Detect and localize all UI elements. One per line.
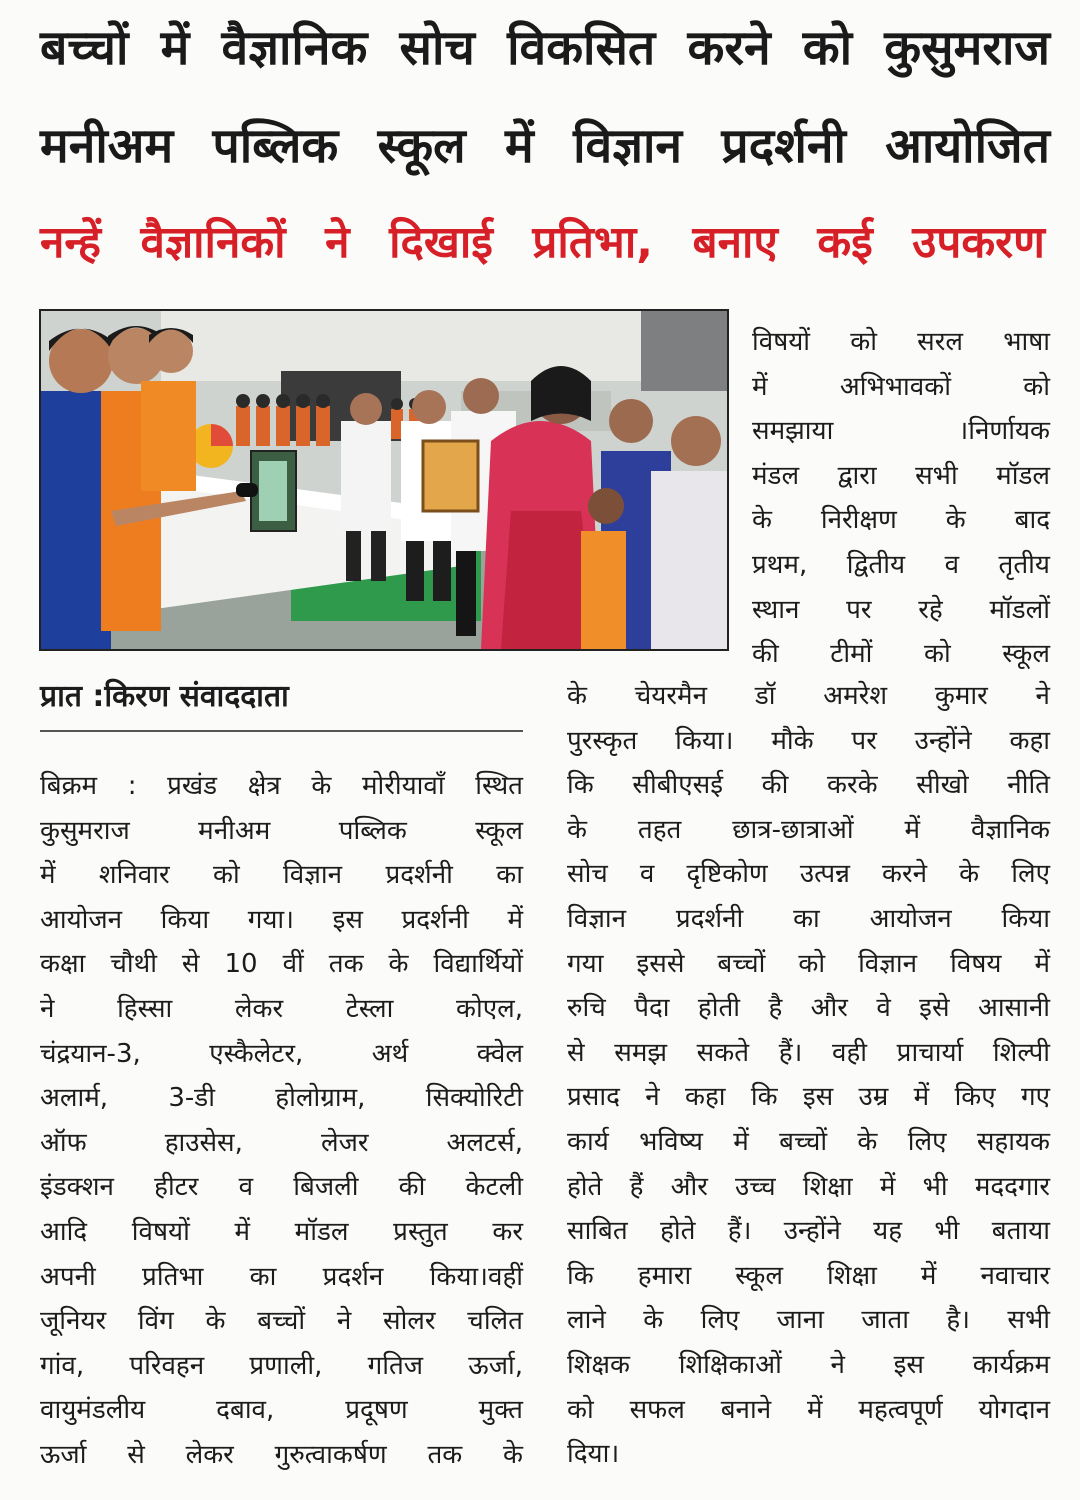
- text-line: मंडल द्वारा सभी मॉडल: [752, 460, 1050, 491]
- text-line: से समझ सकते हैं। वही प्राचार्या शिल्पी: [567, 1037, 1050, 1068]
- text-line: आदि विषयों में मॉडल प्रस्तुत कर: [40, 1216, 523, 1247]
- text-line: की टीमों को स्कूल: [752, 639, 1050, 670]
- text-line: इंडक्शन हीटर व बिजली की केटली: [40, 1172, 523, 1203]
- text-line: रुचि पैदा होती है और वे इसे आसानी: [567, 993, 1050, 1024]
- text-line: गया इससे बच्चों को विज्ञान विषय में: [567, 948, 1050, 979]
- text-line: कुसुमराज मनीअम पब्लिक स्कूल: [40, 815, 523, 846]
- byline-divider: [40, 730, 523, 732]
- text-line: विज्ञान प्रदर्शनी का आयोजन किया: [567, 903, 1050, 934]
- headline-line-1: बच्चों में वैज्ञानिक सोच विकसित करने को कुसुमराज: [40, 20, 1050, 76]
- text-line: के तहत छात्र-छात्राओं में वैज्ञानिक: [567, 814, 1050, 845]
- text-line: प्रसाद ने कहा कि इस उम्र में किए गए: [567, 1082, 1050, 1113]
- headline-line-2: मनीअम पब्लिक स्कूल में विज्ञान प्रदर्शनी आयोजित: [40, 118, 1050, 174]
- article-column-right-bottom: [567, 674, 1050, 1477]
- article-column-left: [40, 764, 523, 1478]
- text-line: कक्षा चौथी से 10 वीं तक के विद्यार्थियों: [40, 949, 523, 980]
- text-line: कि सीबीएसई की करके सीखो नीति: [567, 770, 1050, 801]
- text-line: कार्य भविष्य में बच्चों के लिए सहायक: [567, 1126, 1050, 1157]
- text-line: होते हैं और उच्च शिक्षा में भी मददगार: [567, 1171, 1050, 1202]
- text-line: अपनी प्रतिभा का प्रदर्शन किया।वहीं: [40, 1261, 523, 1292]
- text-line: आयोजन किया गया। इस प्रदर्शनी में: [40, 904, 523, 935]
- subheadline: नन्हें वैज्ञानिकों ने दिखाई प्रतिभा, बनाए कई उपकरण: [40, 217, 1045, 268]
- byline: प्रात :किरण संवाददाता: [40, 679, 289, 714]
- text-line: समझाया ।निर्णायक: [752, 416, 1050, 447]
- text-line: पुरस्कृत किया। मौके पर उन्होंने कहा: [567, 725, 1050, 756]
- text-line: गांव, परिवहन प्रणाली, गतिज ऊर्जा,: [40, 1350, 523, 1381]
- science-exhibition-photo: [41, 311, 727, 649]
- text-line: को सफल बनाने में महत्वपूर्ण योगदान: [567, 1394, 1050, 1425]
- text-line: के चेयरमैन डॉ अमरेश कुमार ने: [567, 681, 1050, 711]
- text-line: ऑफ हाउसेस, लेजर अलटर्स,: [40, 1127, 523, 1158]
- text-line: ऊर्जा से लेकर गुरुत्वाकर्षण तक के: [40, 1439, 523, 1470]
- text-line: दिया।: [567, 1439, 620, 1470]
- article-column-right-top: [752, 320, 1050, 677]
- text-line: वायुमंडलीय दबाव, प्रदूषण मुक्त: [40, 1395, 523, 1426]
- text-line: बिक्रम : प्रखंड क्षेत्र के मोरीयावाँ स्थित: [40, 771, 523, 801]
- text-line: लाने के लिए जाना जाता है। सभी: [567, 1305, 1050, 1336]
- text-line: साबित होते हैं। उन्होंने यह भी बताया: [567, 1216, 1050, 1247]
- text-line: चंद्रयान-3, एस्कैलेटर, अर्थ क्वेल: [40, 1038, 523, 1069]
- news-photo: [39, 309, 729, 651]
- text-line: ने हिस्सा लेकर टेस्ला कोएल,: [40, 993, 523, 1024]
- text-line: कि हमारा स्कूल शिक्षा में नवाचार: [567, 1260, 1050, 1291]
- text-line: विषयों को सरल भाषा: [752, 327, 1050, 357]
- text-line: शिक्षक शिक्षिकाओं ने इस कार्यक्रम: [567, 1349, 1050, 1380]
- text-line: स्थान पर रहे मॉडलों: [752, 594, 1050, 625]
- text-line: में अभिभावकों को: [752, 371, 1050, 402]
- text-line: अलार्म, 3-डी होलोग्राम, सिक्योरिटी: [40, 1083, 523, 1114]
- text-line: में शनिवार को विज्ञान प्रदर्शनी का: [40, 860, 523, 891]
- text-line: प्रथम, द्वितीय व तृतीय: [752, 549, 1050, 580]
- text-line: जूनियर विंग के बच्चों ने सोलर चलित: [40, 1306, 523, 1337]
- text-line: के निरीक्षण के बाद: [752, 505, 1050, 536]
- text-line: सोच व दृष्टिकोण उत्पन्न करने के लिए: [567, 859, 1050, 890]
